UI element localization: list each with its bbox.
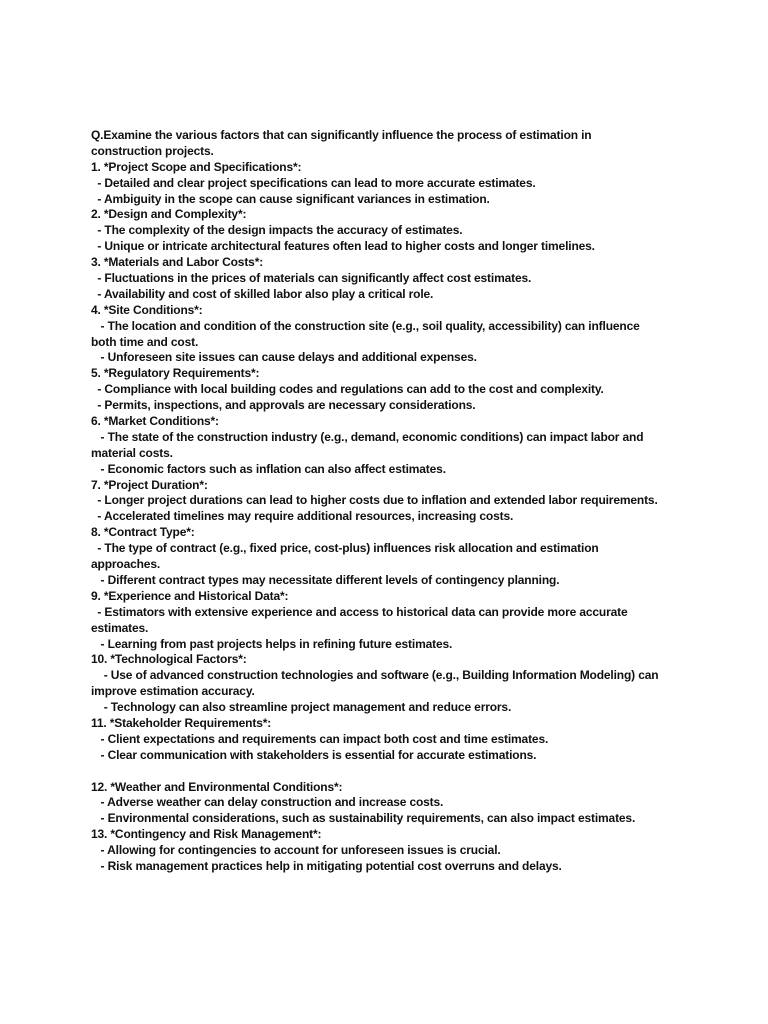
section-bullet-line: - Accelerated timelines may require additional resources, increasing costs. <box>91 509 514 524</box>
section-heading: 13. *Contingency and Risk Management*: <box>91 827 322 842</box>
section-heading: 4. *Site Conditions*: <box>91 302 203 317</box>
section-bullet-line: - Technology can also streamline project management and reduce errors. <box>91 700 512 715</box>
section-bullet-line: - Availability and cost of skilled labor also play a critical role. <box>91 286 434 301</box>
section-5 <box>91 366 691 414</box>
question-line: construction projects. <box>91 143 214 158</box>
section-heading: 10. *Technological Factors*: <box>91 652 247 667</box>
section-bullet-line: - The location and condition of the construction site (e.g., soil quality, accessibility) can influence <box>91 318 640 333</box>
section-heading: 9. *Experience and Historical Data*: <box>91 588 289 603</box>
section-heading: 12. *Weather and Environmental Conditions*: <box>91 779 343 794</box>
section-bullet-line: improve estimation accuracy. <box>91 684 255 699</box>
section-bullet-line: - Compliance with local building codes and regulations can add to the cost and complexity. <box>91 382 604 397</box>
section-11 <box>91 716 691 780</box>
question-line: Q.Examine the various factors that can significantly influence the process of estimation in <box>91 128 592 142</box>
section-bullet-line: - The state of the construction industry (e.g., demand, economic conditions) can impact labor and <box>91 429 644 444</box>
section-7 <box>91 478 691 526</box>
section-bullet-line: - Estimators with extensive experience and access to historical data can provide more accurate <box>91 604 628 619</box>
section-heading: 6. *Market Conditions*: <box>91 414 219 429</box>
section-bullet-line: - Permits, inspections, and approvals are necessary considerations. <box>91 398 476 413</box>
section-bullet-line: - Allowing for contingencies to account for unforeseen issues is crucial. <box>91 843 501 858</box>
section-heading: 5. *Regulatory Requirements*: <box>91 366 260 381</box>
section-bullet-line: - Client expectations and requirements can impact both cost and time estimates. <box>91 731 549 746</box>
section-heading: 3. *Materials and Labor Costs*: <box>91 255 264 270</box>
section-4 <box>91 303 691 367</box>
document-body <box>91 128 691 875</box>
section-bullet-line: - Clear communication with stakeholders is essential for accurate estimations. <box>91 747 537 762</box>
section-9 <box>91 589 691 653</box>
section-10 <box>91 652 691 716</box>
section-bullet-line: - Unique or intricate architectural features often lead to higher costs and longer timelines. <box>91 239 595 254</box>
section-heading: 2. *Design and Complexity*: <box>91 207 247 222</box>
section-bullet-line: estimates. <box>91 620 149 635</box>
sections-list <box>91 160 691 875</box>
section-bullet-line: - Risk management practices help in mitigating potential cost overruns and delays. <box>91 858 562 873</box>
section-13 <box>91 827 691 875</box>
section-heading: 1. *Project Scope and Specifications*: <box>91 159 302 174</box>
section-bullet-line: - Ambiguity in the scope can cause significant variances in estimation. <box>91 191 490 206</box>
section-bullet-line: - Adverse weather can delay construction and increase costs. <box>91 795 444 810</box>
section-bullet-line: - The complexity of the design impacts the accuracy of estimates. <box>91 223 463 238</box>
section-heading: 7. *Project Duration*: <box>91 477 208 492</box>
section-3 <box>91 255 691 303</box>
section-bullet-line: - Economic factors such as inflation can also affect estimates. <box>91 461 446 476</box>
section-heading: 8. *Contract Type*: <box>91 525 195 540</box>
section-bullet-line: - Detailed and clear project specifications can lead to more accurate estimates. <box>91 175 536 190</box>
section-bullet-line: - Different contract types may necessitate different levels of contingency planning. <box>91 572 560 587</box>
section-bullet-line: - The type of contract (e.g., fixed price, cost-plus) influences risk allocation and estimation <box>91 541 599 556</box>
section-bullet-line: - Use of advanced construction technologies and software (e.g., Building Information Modeling) can <box>91 668 659 683</box>
section-bullet-line: - Unforeseen site issues can cause delays and additional expenses. <box>91 350 477 365</box>
section-bullet-line: approaches. <box>91 557 161 572</box>
section-bullet-line: - Fluctuations in the prices of materials can significantly affect cost estimates. <box>91 271 532 286</box>
blank-line <box>91 764 691 780</box>
section-bullet-line: material costs. <box>91 445 173 460</box>
section-bullet-line: both time and cost. <box>91 334 199 349</box>
section-bullet-line: - Longer project durations can lead to higher costs due to inflation and extended labor requirements. <box>91 493 658 508</box>
section-2 <box>91 207 691 255</box>
section-bullet-line: - Learning from past projects helps in refining future estimates. <box>91 636 453 651</box>
section-1 <box>91 160 691 208</box>
section-bullet-line: - Environmental considerations, such as sustainability requirements, can also impact estimates. <box>91 811 636 826</box>
section-8 <box>91 525 691 589</box>
section-12 <box>91 780 691 828</box>
section-heading: 11. *Stakeholder Requirements*: <box>91 715 272 730</box>
section-6 <box>91 414 691 478</box>
